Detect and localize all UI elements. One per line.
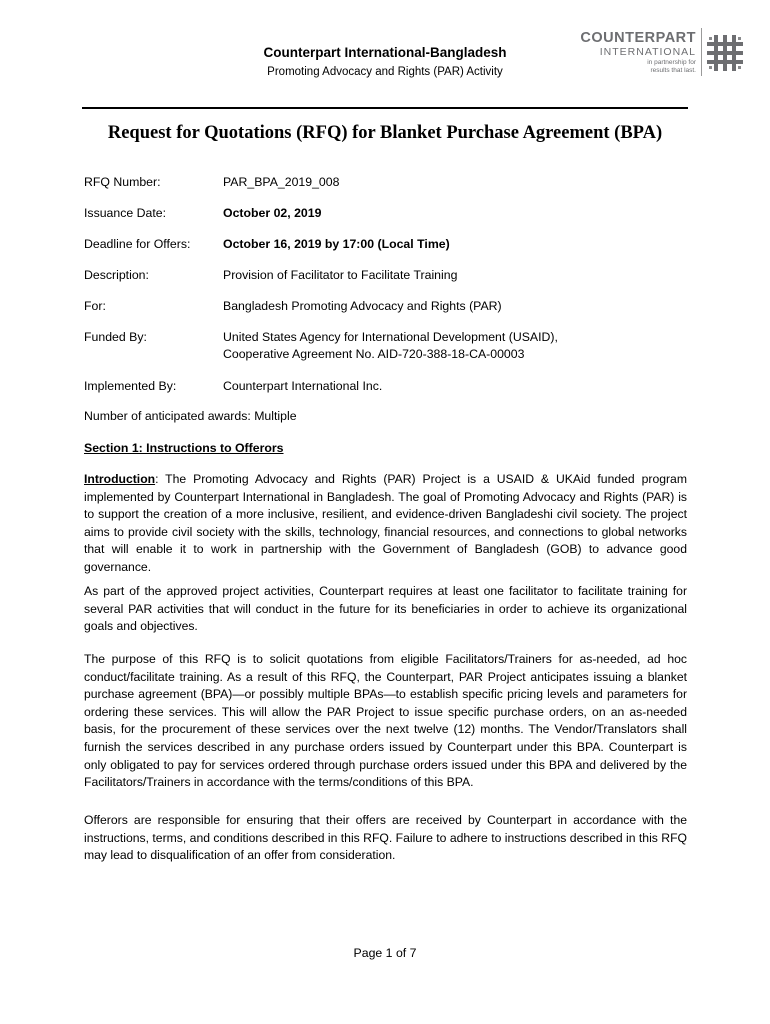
deadline-value: October 16, 2019 by 17:00 (Local Time) bbox=[223, 237, 450, 251]
deadline-label: Deadline for Offers: bbox=[84, 237, 191, 251]
section-1-title: Section 1: Instructions to Offerors bbox=[84, 441, 284, 455]
logo-tagline-2: results that last. bbox=[650, 67, 696, 74]
anticipated-awards: Number of anticipated awards: Multiple bbox=[84, 409, 297, 423]
logo-divider bbox=[701, 28, 702, 76]
logo-subtitle: INTERNATIONAL bbox=[599, 46, 696, 58]
logo-mark-icon bbox=[706, 34, 744, 72]
rfq-number-label: RFQ Number: bbox=[84, 175, 161, 189]
for-label: For: bbox=[84, 299, 106, 313]
document-title: Request for Quotations (RFQ) for Blanket Purchase Agreement (BPA) bbox=[107, 123, 663, 143]
description-label: Description: bbox=[84, 268, 149, 282]
rfq-number-value: PAR_BPA_2019_008 bbox=[223, 175, 340, 189]
issuance-date-label: Issuance Date: bbox=[84, 206, 167, 220]
paragraph-2: As part of the approved project activities, Counterpart requires at least one facilitator to facilitate training for several PAR activities that will conduct in the future for its beneficiaries in order to achieve its organizational goals and objectives. bbox=[84, 584, 687, 634]
for-value: Bangladesh Promoting Advocacy and Rights (PAR) bbox=[223, 299, 502, 313]
logo-wordmark: COUNTERPART bbox=[580, 30, 696, 46]
description-value: Provision of Facilitator to Facilitate Training bbox=[223, 268, 458, 282]
activity-name: Promoting Advocacy and Rights (PAR) Activity bbox=[267, 66, 503, 78]
page-number: Page 1 of 7 bbox=[353, 946, 417, 960]
funded-by-value-line-1: United States Agency for International Development (USAID), bbox=[223, 330, 558, 344]
paragraph-4: Offerors are responsible for ensuring that their offers are received by Counterpart in accordance with the instructions, terms, and conditions described in this RFQ. Failure to adhere to instructions described in this RFQ may lead to disqualification of an offer from consideration. bbox=[84, 813, 687, 863]
header-rule bbox=[82, 107, 688, 109]
issuance-date-value: October 02, 2019 bbox=[223, 206, 322, 220]
org-name: Counterpart International-Bangladesh bbox=[263, 45, 507, 60]
implemented-by-label: Implemented By: bbox=[84, 379, 177, 393]
implemented-by-value: Counterpart International Inc. bbox=[223, 379, 383, 393]
counterpart-logo bbox=[576, 26, 746, 76]
logo-tagline-1: in partnership for bbox=[647, 59, 696, 66]
intro-paragraph bbox=[84, 471, 687, 577]
funded-by-label: Funded By: bbox=[84, 330, 147, 344]
funded-by-value-line-2: Cooperative Agreement No. AID-720-388-18-CA-00003 bbox=[223, 347, 525, 361]
paragraph-3: The purpose of this RFQ is to solicit quotations from eligible Facilitators/Trainers for as-needed, ad hoc conduct/facilitate training. As a result of this RFQ, the Counterpart, PAR Project anticipates issuing a blanket purchase agreement (BPA)—or possibly multiple BPAs—to establish specific pricing levels and parameters for ordering these services. This will allow the PAR Project to issue specific purchase orders, on an as-needed basis, for the procurement of these services over the next twelve (12) months. The Vendor/Translators shall furnish the services described in any purchase orders issued by Counterpart under this BPA. Counterpart is only obligated to pay for services ordered through purchase orders issued under this BPA and delivered by the Facilitators/Trainers in accordance with the terms/conditions of this BPA. bbox=[84, 652, 687, 790]
intro-body: : The Promoting Advocacy and Rights (PAR) Project is a USAID & UKAid funded program implemented by Counterpart International in Bangladesh. The goal of Promoting Advocacy and Rights (PAR) is to support the creation of a more inclusive, resilient, and evidence-driven Bangladeshi civil society. The project aims to provide civil society with the skills, technology, financial resources, and connections to global networks that will enable it to work in partnership with the Government of Bangladesh (GOB) to advance good governance. bbox=[84, 472, 687, 574]
intro-lead: Introduction bbox=[84, 472, 156, 486]
